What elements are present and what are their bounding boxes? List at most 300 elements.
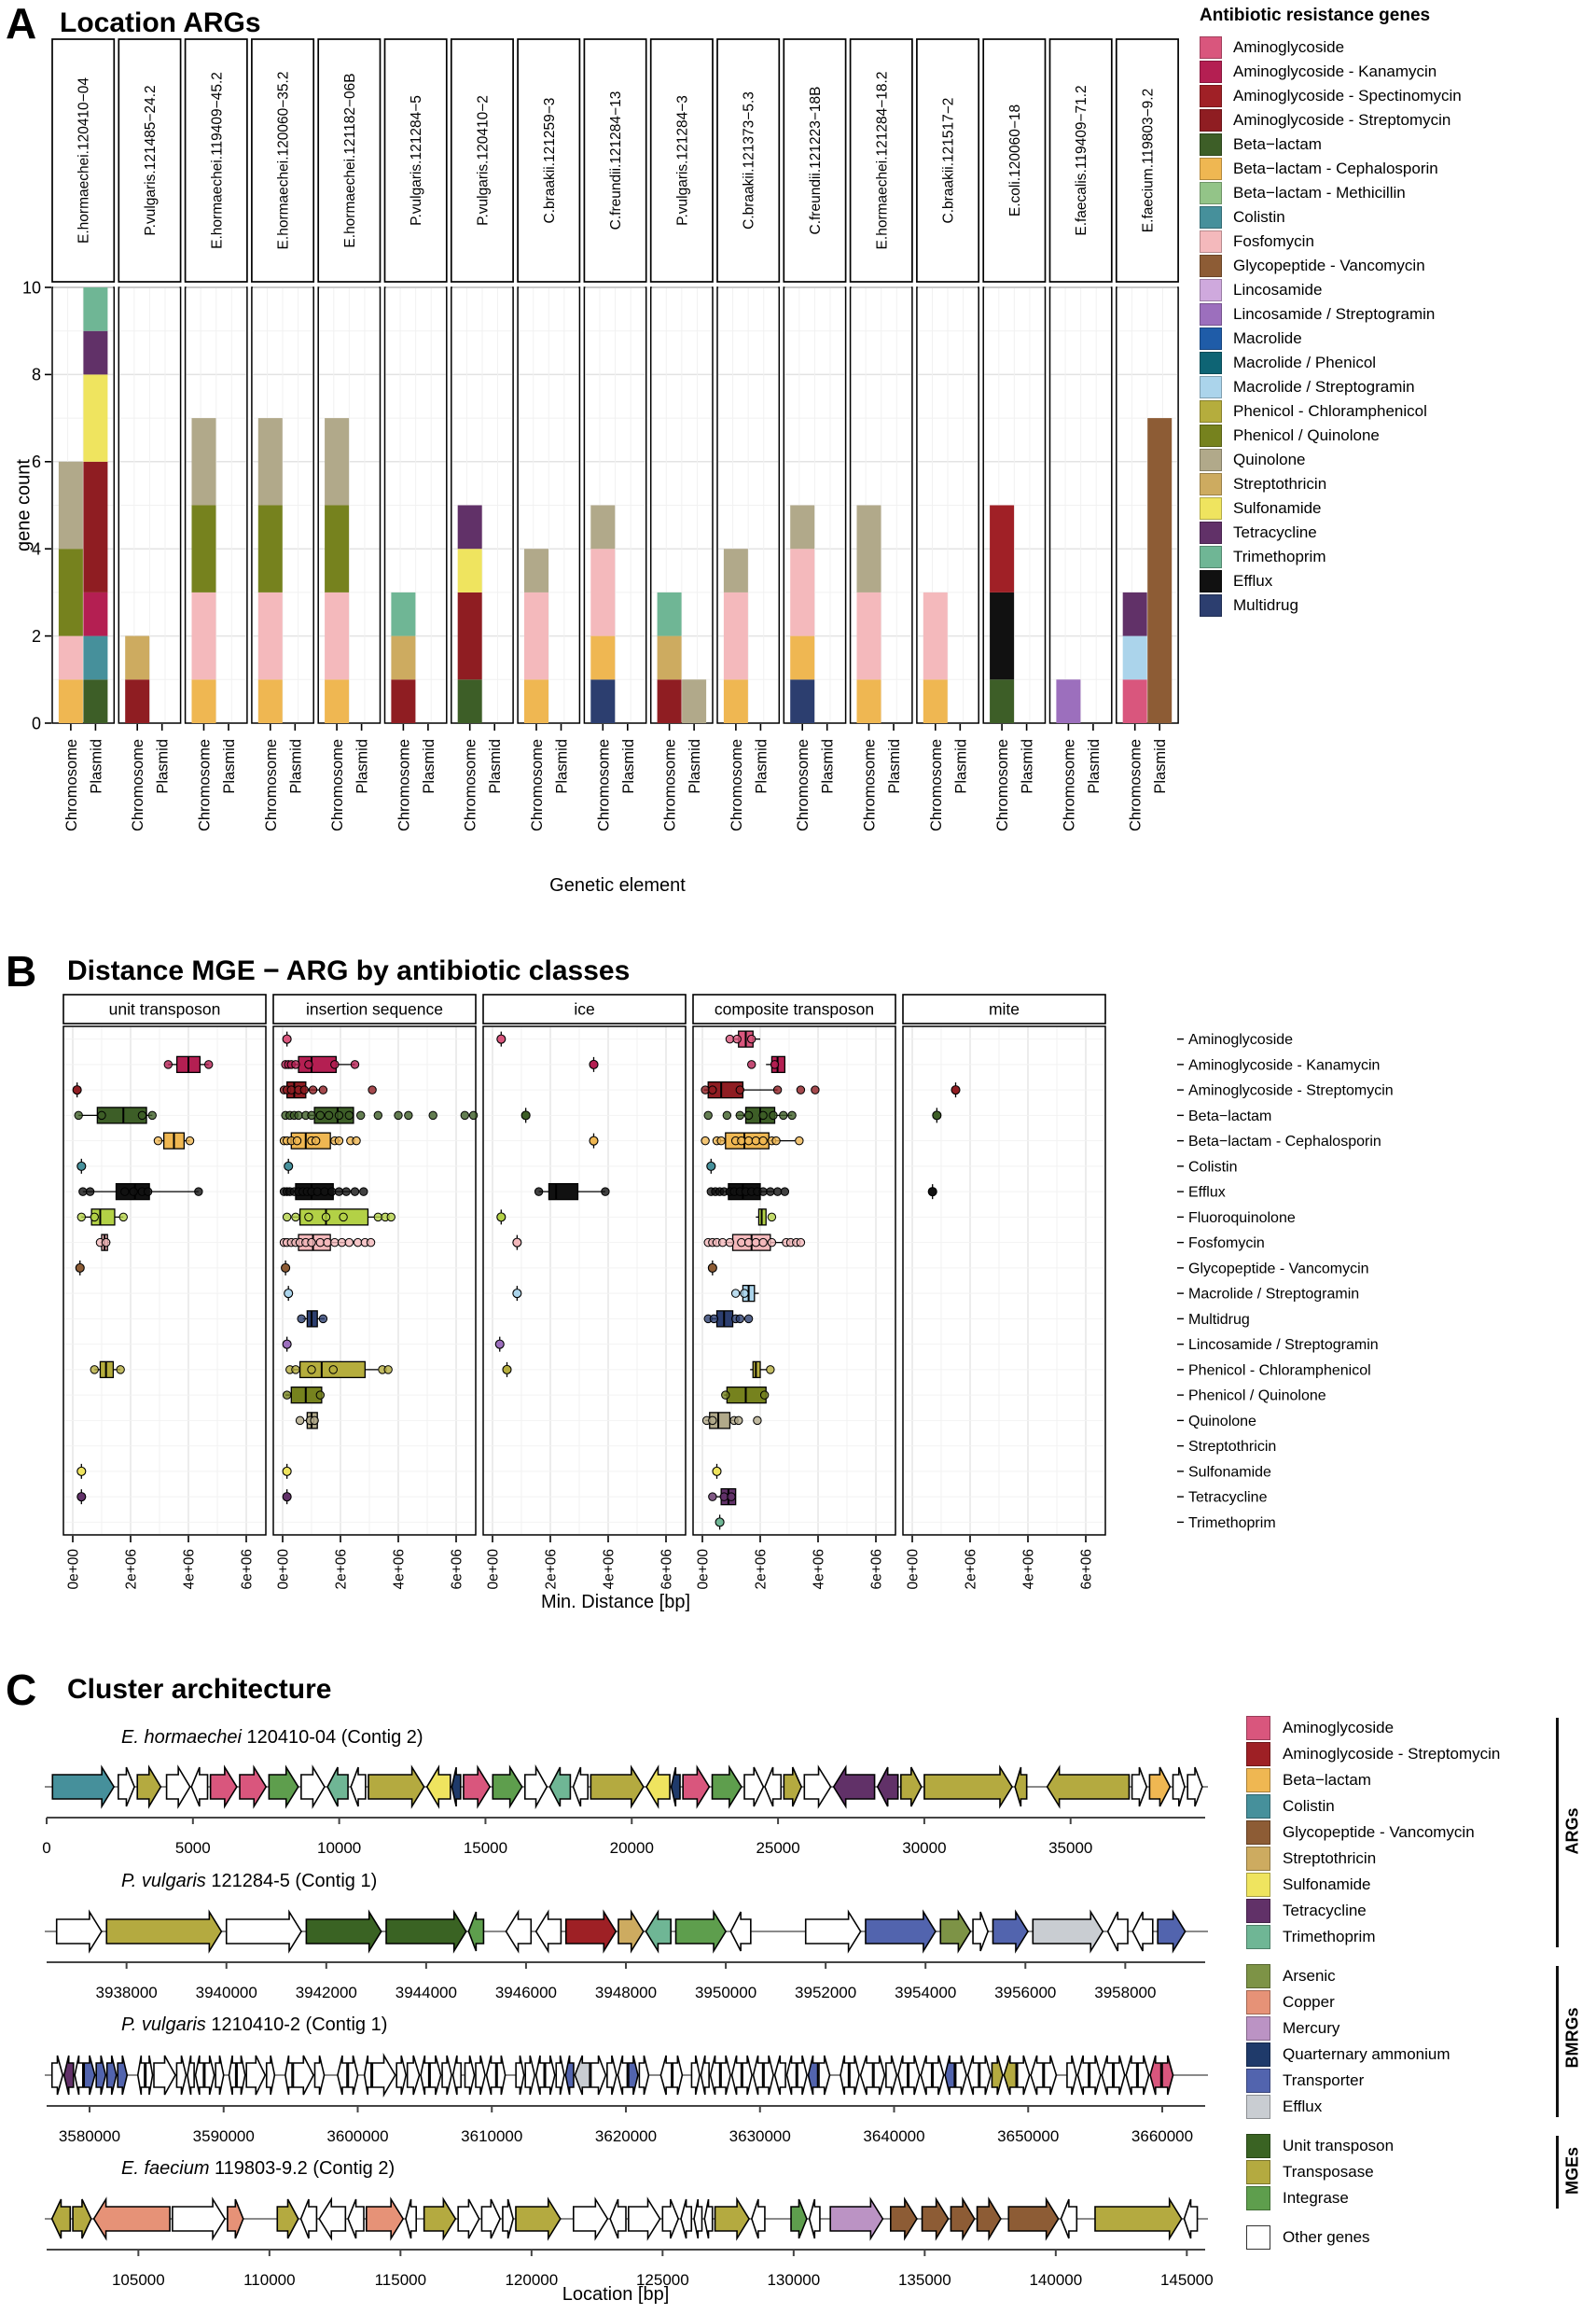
x-axis-tick-label: Plasmid — [1019, 739, 1036, 794]
data-point — [429, 1111, 437, 1119]
category-label: Multidrug — [1188, 1311, 1250, 1328]
bar-segment — [325, 679, 349, 723]
data-point — [138, 1111, 146, 1119]
gene-arrow — [933, 2056, 944, 2095]
category-label: Streptothricin — [1188, 1439, 1277, 1456]
gene-arrow — [840, 2056, 849, 2095]
bar-segment — [391, 679, 415, 723]
gene-arrow — [1108, 1912, 1128, 1951]
data-point — [292, 1061, 299, 1068]
gene-arrow — [227, 1912, 301, 1951]
data-point — [292, 1366, 299, 1373]
legend-swatch — [1246, 1768, 1270, 1792]
data-point — [405, 1111, 412, 1119]
gene-arrow — [52, 2199, 71, 2238]
legend-swatch — [1246, 1742, 1270, 1766]
gene-arrow — [269, 1767, 298, 1806]
legend-swatch — [1246, 1716, 1270, 1740]
gene-arrow — [898, 2056, 908, 2095]
x-axis-tick-label: 3660000 — [1131, 2127, 1194, 2145]
x-axis-tick-label: 4e+06 — [811, 1549, 827, 1590]
data-point — [117, 1366, 124, 1373]
data-point — [797, 1086, 804, 1094]
legend-item-label: Aminoglycoside — [1283, 1719, 1395, 1736]
panel-a-y-axis-title: gene count — [13, 459, 35, 551]
data-point — [287, 1086, 295, 1094]
bar-segment — [258, 592, 283, 679]
facet-strip-label: P.vulgaris.120410−2 — [475, 95, 492, 226]
track-label: P. vulgaris 1210410-2 (Contig 1) — [121, 2014, 388, 2035]
data-point — [781, 1188, 788, 1195]
data-point — [736, 1315, 743, 1322]
gene-arrow — [507, 1912, 532, 1951]
gene-arrow — [315, 2056, 325, 2095]
x-axis-tick-label: Chromosome — [262, 739, 280, 832]
gene-arrow — [810, 2199, 820, 2238]
arg-legend-title: Antibiotic resistance genes — [1200, 6, 1431, 25]
data-point — [313, 1188, 321, 1195]
gene-arrow — [787, 2056, 797, 2095]
gene-arrow — [730, 1912, 750, 1951]
x-axis-tick-label: Plasmid — [753, 739, 770, 794]
category-label: Aminoglycoside - Streptomycin — [1188, 1082, 1394, 1099]
bar-segment — [923, 679, 948, 723]
x-axis-tick-label: Plasmid — [952, 739, 970, 794]
facet-panel — [903, 1026, 1105, 1535]
data-point — [733, 1035, 741, 1042]
data-point — [503, 1365, 511, 1373]
gene-arrow — [73, 2199, 91, 2238]
x-axis-tick-label: Plasmid — [420, 739, 437, 794]
legend-swatch — [1246, 1990, 1270, 2014]
legend-item — [1200, 205, 1591, 230]
facet-strip-label: composite transposon — [714, 999, 875, 1019]
panel-c-x-axis-title: Location [bp] — [562, 2284, 670, 2305]
bar-segment — [59, 679, 83, 723]
x-axis-tick-label: Plasmid — [287, 739, 305, 794]
data-point — [77, 1467, 86, 1475]
legend-item-label: Quarternary ammonium — [1283, 2045, 1450, 2063]
gene-arrow — [798, 2056, 807, 2095]
gene-arrow — [75, 2056, 83, 2095]
legend-swatch — [1200, 400, 1222, 423]
data-point — [709, 1086, 716, 1094]
gene-arrow — [267, 2056, 275, 2095]
bar-segment — [258, 679, 283, 723]
data-point — [513, 1289, 521, 1298]
x-axis-tick-label: Plasmid — [553, 739, 571, 794]
facet-strip-label: E.hormaechei.121182−06B — [341, 73, 358, 248]
x-axis-tick-label: 120000 — [505, 2271, 559, 2289]
x-axis-tick-label: 30000 — [902, 1839, 947, 1857]
gene-arrow — [715, 2199, 750, 2238]
data-point — [324, 1238, 331, 1246]
data-point — [754, 1416, 761, 1424]
gene-arrow — [565, 2056, 574, 2095]
facet-strip-label: C.freundii.121223−18B — [807, 86, 824, 235]
bar-segment — [83, 462, 107, 592]
legend-item-label: Beta−lactam - Methicillin — [1233, 184, 1406, 202]
bar-segment — [1147, 418, 1172, 723]
data-point — [735, 1416, 742, 1424]
gene-arrow — [819, 2056, 830, 2095]
x-axis-tick-label: 4e+06 — [601, 1549, 618, 1590]
data-point — [773, 1086, 781, 1094]
legend-item-label: Beta−lactam — [1283, 1771, 1371, 1789]
facet-panel — [63, 1026, 266, 1535]
gene-arrow — [742, 2056, 752, 2095]
legend-swatch — [1246, 1794, 1270, 1819]
category-label: Beta−lactam - Cephalosporin — [1188, 1134, 1381, 1150]
data-point — [186, 1136, 193, 1144]
data-point — [748, 1035, 756, 1042]
gene-arrow — [951, 2199, 974, 2238]
data-point — [767, 1188, 774, 1195]
data-point — [338, 1238, 345, 1246]
gene-arrow — [744, 1767, 763, 1806]
gene-arrow — [924, 1767, 1012, 1806]
gene-arrow — [516, 2199, 561, 2238]
panel-b-x-axis-title: Min. Distance [bp] — [540, 1592, 691, 1612]
data-point — [195, 1188, 202, 1195]
x-axis-tick-label: Plasmid — [154, 739, 172, 794]
data-point — [744, 1111, 752, 1119]
legend-swatch — [1246, 2160, 1270, 2184]
bar-segment — [391, 636, 415, 680]
data-point — [812, 1086, 819, 1094]
legend-item-label: Multidrug — [1233, 596, 1298, 614]
bar-segment — [590, 636, 615, 680]
data-point — [707, 1162, 715, 1170]
gene-arrow — [575, 2056, 590, 2095]
x-axis-tick-label: 6e+06 — [868, 1549, 885, 1590]
x-axis-tick-label: 3958000 — [1094, 1984, 1157, 2001]
gene-arrow — [1095, 2199, 1182, 2238]
panel-c-label: C — [6, 1666, 37, 1714]
gene-arrow — [52, 1767, 114, 1806]
data-point — [205, 1061, 213, 1068]
data-point — [98, 1111, 105, 1119]
gene-arrow — [427, 1767, 451, 1806]
data-point — [744, 1315, 752, 1322]
bar-segment — [1123, 636, 1147, 680]
data-point — [951, 1086, 960, 1094]
data-point — [760, 1391, 768, 1399]
data-point — [709, 1416, 716, 1424]
legend-swatch — [1200, 61, 1222, 83]
data-point — [497, 1213, 506, 1221]
data-point — [335, 1111, 342, 1119]
x-axis-tick-label: Chromosome — [994, 739, 1012, 832]
legend-item — [1246, 1872, 1596, 1898]
data-point — [331, 1238, 339, 1246]
data-point — [353, 1136, 360, 1144]
gene-arrow — [639, 2056, 648, 2095]
arg-legend-items — [1200, 35, 1591, 618]
gene-arrow — [607, 2056, 617, 2095]
gene-arrow — [497, 2056, 506, 2095]
bar-segment — [391, 592, 415, 636]
gene-arrow — [237, 2056, 245, 2095]
data-point — [933, 1111, 941, 1120]
data-point — [325, 1111, 332, 1119]
legend-swatch — [1200, 352, 1222, 374]
legend-item — [1246, 1989, 1596, 2015]
legend-swatch — [1246, 1820, 1270, 1845]
gene-arrow — [1187, 1767, 1202, 1806]
gene-arrow — [1015, 1767, 1027, 1806]
data-point — [90, 1366, 98, 1373]
gene-arrow — [861, 2056, 873, 2095]
gene-arrow — [84, 2056, 95, 2095]
gene-arrow — [1061, 2199, 1076, 2238]
gene-arrow — [187, 2056, 194, 2095]
bar-segment — [83, 679, 107, 723]
legend-item — [1246, 1963, 1596, 1989]
track-label: E. hormaechei 120410-04 (Contig 2) — [121, 1727, 423, 1748]
data-point — [351, 1188, 358, 1195]
gene-arrow — [536, 2056, 545, 2095]
gene-arrow — [713, 1767, 742, 1806]
legend-item — [1200, 108, 1591, 132]
panel-a-label: A — [6, 0, 37, 48]
data-point — [772, 1136, 780, 1144]
gene-arrow — [646, 1767, 670, 1806]
gene-arrow — [1185, 2199, 1198, 2238]
gene-arrow — [681, 2199, 691, 2238]
data-point — [759, 1136, 767, 1144]
data-point — [521, 1111, 530, 1120]
data-point — [387, 1213, 395, 1220]
legend-item — [1200, 521, 1591, 545]
gene-arrow — [809, 2056, 818, 2095]
legend-item-label: Colistin — [1283, 1797, 1335, 1815]
legend-swatch — [1200, 133, 1222, 156]
facet-strip-label: E.hormaechei.120060−35.2 — [275, 71, 292, 250]
x-axis-tick-label: Plasmid — [88, 739, 105, 794]
bar-segment — [856, 679, 881, 723]
gene-arrow — [672, 1767, 680, 1806]
legend-item-label: Lincosamide — [1233, 281, 1323, 299]
legend-swatch — [1200, 182, 1222, 204]
facet-strip-label: C.braakii.121373−5.3 — [741, 91, 757, 230]
gene-arrow — [246, 2056, 265, 2095]
legend-item-label: Integrase — [1283, 2189, 1349, 2207]
data-point — [354, 1238, 361, 1246]
gene-arrow — [1114, 2056, 1125, 2095]
gene-arrow — [118, 1767, 134, 1806]
x-axis-tick-label: 10000 — [316, 1839, 362, 1857]
legend-group-bracket-label: BMRGs — [1562, 2007, 1582, 2069]
data-point — [701, 1136, 709, 1144]
gene-arrow — [673, 2056, 682, 2095]
legend-item — [1200, 302, 1591, 327]
data-point — [283, 1467, 291, 1475]
bar-segment — [990, 592, 1014, 679]
legend-swatch — [1246, 1873, 1270, 1897]
gene-arrow — [878, 1767, 898, 1806]
gene-arrow — [154, 2056, 175, 2095]
legend-item-label: Glycopeptide - Vancomycin — [1283, 1823, 1475, 1841]
gene-arrow — [830, 2199, 882, 2238]
category-label: Efflux — [1188, 1184, 1226, 1201]
gene-arrow — [980, 2056, 992, 2095]
gene-arrow — [891, 2199, 917, 2238]
gene-arrow — [629, 2056, 638, 2095]
track-label: E. faecium 119803-9.2 (Contig 2) — [121, 2158, 396, 2179]
data-point — [360, 1188, 368, 1195]
legend-item-label: Phenicol - Chloramphenicol — [1233, 402, 1427, 420]
legend-item-label: Aminoglycoside — [1233, 38, 1345, 56]
bar-segment — [856, 592, 881, 679]
gene-arrow — [487, 2056, 496, 2095]
arg-legend — [1200, 6, 1591, 618]
data-point — [295, 1111, 302, 1119]
category-label: Phenicol - Chloramphenicol — [1188, 1362, 1371, 1379]
legend-swatch — [1246, 2134, 1270, 2158]
legend-item — [1200, 593, 1591, 618]
gene-arrow — [978, 2199, 1001, 2238]
x-axis-tick-label: 3938000 — [95, 1984, 158, 2001]
legend-item-label: Efflux — [1233, 572, 1273, 590]
x-axis-tick-label: Plasmid — [886, 739, 904, 794]
bar-segment — [258, 418, 283, 505]
legend-item-label: Efflux — [1283, 2098, 1323, 2115]
data-point — [384, 1366, 392, 1373]
gene-arrow — [493, 1767, 521, 1806]
facet-strip-label: E.hormaechei.120410−04 — [76, 77, 92, 244]
data-point — [704, 1111, 712, 1119]
data-point — [296, 1416, 303, 1424]
data-point — [736, 1111, 743, 1119]
legend-item — [1246, 1715, 1596, 1741]
gene-arrow — [338, 2056, 347, 2095]
data-point — [768, 1238, 775, 1246]
legend-item-label: Mercury — [1283, 2019, 1340, 2037]
legend-item — [1200, 181, 1591, 205]
x-axis-tick-label: 2e+06 — [753, 1549, 770, 1590]
data-point — [102, 1238, 109, 1246]
x-axis-tick-label: 15000 — [463, 1839, 508, 1857]
panel-b-label: B — [6, 947, 37, 996]
data-point — [709, 1493, 716, 1500]
y-axis-tick-label: 4 — [31, 539, 41, 559]
gene-arrow — [211, 1767, 237, 1806]
legend-group-bracket — [1556, 1718, 1559, 1947]
legend-item — [1246, 1767, 1596, 1793]
data-point — [300, 1086, 308, 1094]
data-point — [144, 1188, 151, 1195]
gene-arrow — [468, 1912, 483, 1951]
gene-arrow — [791, 2199, 807, 2238]
gene-arrow — [301, 2199, 317, 2238]
gene-arrow — [421, 2056, 429, 2095]
x-axis-tick-label: Chromosome — [728, 739, 745, 832]
legend-item — [1246, 1898, 1596, 1924]
facet-strip-label: C.braakii.121259−3 — [541, 97, 558, 224]
y-axis-tick-label: 2 — [31, 626, 41, 646]
gene-arrow — [1033, 1912, 1103, 1951]
bar-segment — [125, 679, 149, 723]
category-label: Phenicol / Quinolone — [1188, 1387, 1326, 1404]
bar-segment — [1123, 679, 1147, 723]
gene-arrow — [458, 2199, 479, 2238]
data-point — [342, 1188, 350, 1195]
bar-segment — [790, 506, 814, 550]
legend-item-label: Copper — [1283, 1993, 1335, 2011]
legend-swatch — [1200, 425, 1222, 447]
legend-item — [1200, 399, 1591, 424]
gene-arrow — [992, 2056, 1003, 2095]
data-point — [741, 1289, 748, 1297]
data-point — [121, 1188, 129, 1195]
legend-item — [1200, 327, 1591, 351]
bar-segment — [524, 549, 548, 592]
legend-item — [1246, 1819, 1596, 1846]
legend-item — [1246, 2068, 1596, 2094]
gene-arrow — [676, 1912, 727, 1951]
legend-item — [1246, 2094, 1596, 2120]
bar-segment — [790, 549, 814, 635]
category-label: Tetracycline — [1188, 1489, 1268, 1506]
gene-arrow — [704, 2199, 712, 2238]
x-axis-tick-label: 2e+06 — [333, 1549, 350, 1590]
gene-arrow — [306, 1912, 381, 1951]
legend-item-label: Transposase — [1283, 2163, 1374, 2181]
data-point — [461, 1111, 468, 1119]
legend-item — [1200, 569, 1591, 593]
x-axis-tick-label: 0e+00 — [275, 1549, 292, 1590]
data-point — [708, 1263, 716, 1272]
data-point — [316, 1391, 324, 1399]
legend-item-label: Macrolide / Streptogramin — [1233, 378, 1415, 396]
facet-strip-label: E.hormaechei.119409−45.2 — [209, 72, 226, 249]
gene-legend — [1246, 1715, 1596, 2251]
panel-a-title: Location ARGs — [60, 7, 261, 38]
bar-segment — [191, 418, 215, 505]
x-axis-tick-label: 145000 — [1159, 2271, 1214, 2289]
x-axis-tick-label: Chromosome — [462, 739, 479, 832]
gene-arrow — [516, 2056, 524, 2095]
data-point — [744, 1136, 752, 1144]
facet-strip-label: P.vulgaris.121284−3 — [674, 95, 691, 226]
gene-arrow — [1004, 2056, 1016, 2095]
data-point — [736, 1086, 743, 1094]
x-axis-tick-label: Chromosome — [1127, 739, 1145, 832]
data-point — [726, 1035, 733, 1042]
legend-item-label: Beta−lactam — [1233, 135, 1322, 153]
gene-arrow — [591, 2056, 606, 2095]
gene-arrow — [525, 2056, 534, 2095]
x-axis-tick-label: 3942000 — [295, 1984, 357, 2001]
x-axis-tick-label: 3610000 — [461, 2127, 523, 2145]
legend-group-bracket-label: ARGs — [1562, 1807, 1582, 1855]
x-axis-tick-label: 3620000 — [594, 2127, 658, 2145]
legend-swatch — [1246, 2095, 1270, 2119]
facet-strip-label: E.hormaechei.121284−18.2 — [874, 71, 891, 250]
gene-arrow — [662, 2199, 678, 2238]
bar-segment — [83, 374, 107, 461]
x-axis-tick-label: 20000 — [609, 1839, 654, 1857]
category-label: Fluoroquinolone — [1188, 1209, 1296, 1226]
legend-item — [1200, 496, 1591, 521]
data-point — [164, 1061, 172, 1068]
legend-swatch — [1200, 279, 1222, 301]
data-point — [345, 1238, 353, 1246]
data-point — [308, 1366, 315, 1373]
data-point — [335, 1188, 342, 1195]
gene-arrow — [691, 2056, 700, 2095]
